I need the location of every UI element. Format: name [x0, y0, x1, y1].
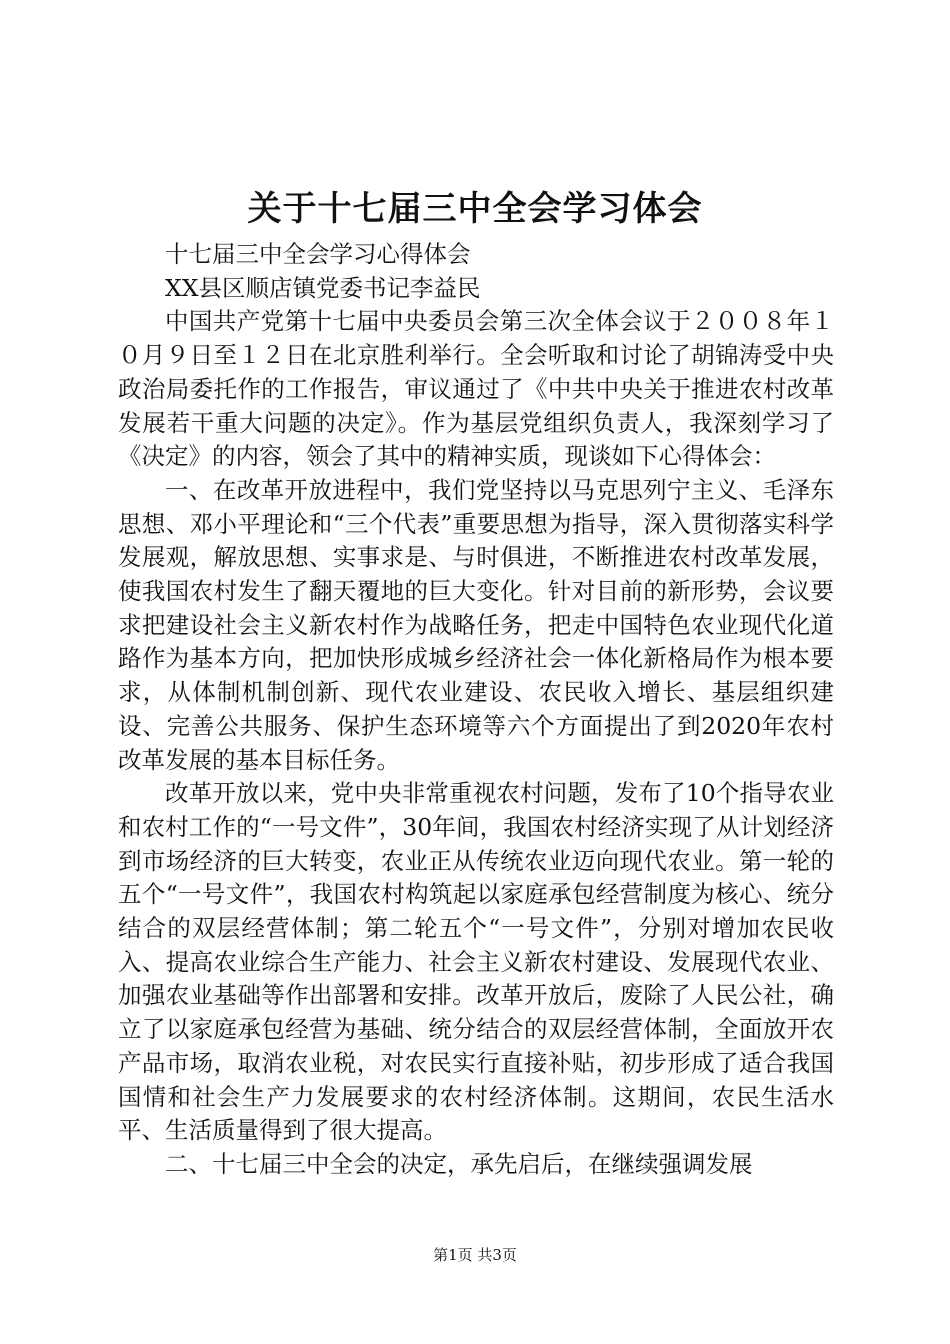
- body-paragraph: 中国共产党第十七届中央委员会第三次全体会议于２００８年１０月９日至１２日在北京胜利举行。全会听取和讨论了胡锦涛受中央政治局委托作的工作报告，审议通过了《中共中央关于推进农村改革发展若干重大问题的决定》。作为基层党组织负责人，我深刻学习了《决定》的内容，领会了其中的精神实质，现谈如下心得体会：: [118, 307, 834, 471]
- subtitle-paragraph: 十七届三中全会学习心得体会: [165, 240, 471, 268]
- author-paragraph: XX县区顺店镇党委书记李益民: [165, 273, 481, 302]
- document-body: [118, 238, 834, 1182]
- body-paragraph: 改革开放以来，党中央非常重视农村问题，发布了10个指导农业和农村工作的“一号文件”，30年间，我国农村经济实现了从计划经济到市场经济的巨大转变，农业正从传统农业迈向现代农业。第一轮的五个“一号文件”，我国农村构筑起以家庭承包经营制度为核心、统分结合的双层经营体制；第二轮五个“一号文件”，分别对增加农民收入、提高农业综合生产能力、社会主义新农村建设、发展现代农业、加强农业基础等作出部署和安排。改革开放后，废除了人民公社，确立了以家庭承包经营为基础、统分结合的双层经营体制，全面放开农产品市场，取消农业税，对农民实行直接补贴，初步形成了适合我国国情和社会生产力发展要求的农村经济体制。这期间，农民生活水平、生活质量得到了很大提高。: [118, 779, 834, 1145]
- document-title: 关于十七届三中全会学习体会: [247, 189, 703, 229]
- body-paragraph: 二、十七届三中全会的决定，承先启后，在继续强调发展: [165, 1149, 753, 1178]
- page-number-footer: 第1页 共3页: [433, 1246, 517, 1264]
- body-paragraph: 一、在改革开放进程中，我们党坚持以马克思列宁主义、毛泽东思想、邓小平理论和“三个代表”重要思想为指导，深入贯彻落实科学发展观，解放思想、实事求是、与时俱进，不断推进农村改革发展，使我国农村发生了翻天覆地的巨大变化。针对目前的新形势，会议要求把建设社会主义新农村作为战略任务，把走中国特色农业现代化道路作为基本方向，把加快形成城乡经济社会一体化新格局作为根本要求，从体制机制创新、现代农业建设、农民收入增长、基层组织建设、完善公共服务、保护生态环境等六个方面提出了到2020年农村改革发展的基本目标任务。: [118, 475, 834, 774]
